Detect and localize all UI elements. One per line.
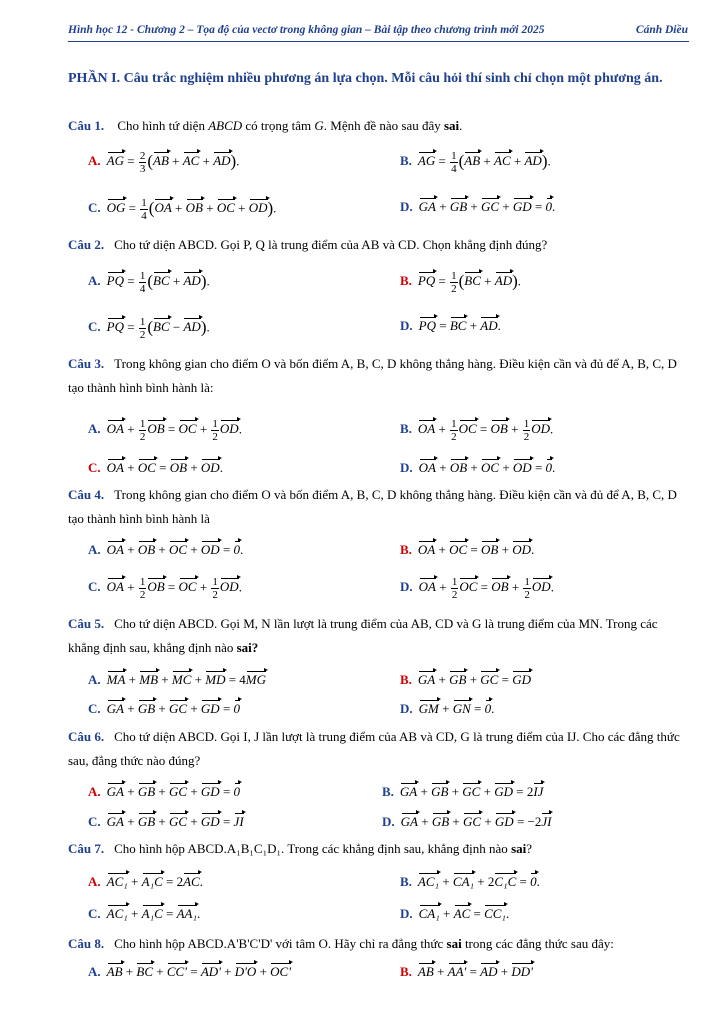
option-7c[interactable]: C. AC₁ + A₁C = AA₁. xyxy=(88,904,200,924)
option-4a[interactable]: A. OA + OB + OC + OD = 0. xyxy=(88,540,243,560)
question-4: Câu 4. Trong không gian cho điểm O và bốn điểm A, B, C, D không thẳng hàng. Điều kiện cần và đủ để A, B, C, D tạo thành hình bình hành là xyxy=(68,487,677,526)
header-title: Hình học 12 - Chương 2 – Tọa độ của vectơ trong không gian – Bài tập theo chương trình mới 2025 xyxy=(68,24,545,36)
part-title: PHẦN I. Câu trắc nghiệm nhiều phương án lựa chọn. Mỗi câu hỏi thí sinh chỉ chọn một phương án. xyxy=(68,71,663,86)
option-3b[interactable]: B. OA + $\frac{1}{2}$ OC = OB + $\frac{1}{2}$ OD. xyxy=(400,418,554,443)
option-4c[interactable]: C. OA + $\frac{1}{2}$ OB = OC + $\frac{1}{2}$ OD. xyxy=(88,576,242,601)
option-5d[interactable]: D. GM + GN = 0. xyxy=(400,699,494,719)
option-1b[interactable]: B. AG = $\frac{1}{4}$ (AB + AC + AD). xyxy=(400,150,551,175)
option-5c[interactable]: C. GA + GB + GC + GD = 0 xyxy=(88,699,240,719)
option-8b[interactable]: B. AB + AA' = AD + DD' xyxy=(400,962,533,982)
header-publisher: Cánh Diều xyxy=(635,24,688,36)
option-2a[interactable]: A. PQ = $\frac{1}{4}$ (BC + AD). xyxy=(88,270,210,295)
question-6: Câu 6. Cho tứ diện ABCD. Gọi I, J lần lượt là trung điểm của AB và CD, G là trung điểm của IJ. Cho các đẳng thức sau, đẳng thức nào đúng? xyxy=(68,729,680,768)
option-4b[interactable]: B. OA + OC = OB + OD. xyxy=(400,540,534,560)
option-1d[interactable]: D. GA + GB + GC + GD = 0. xyxy=(400,197,555,217)
question-2: Câu 2. Cho tứ diện ABCD. Gọi P, Q là trung điểm của AB và CD. Chọn khẳng định đúng? xyxy=(68,237,548,252)
page-header xyxy=(68,24,688,40)
option-1a[interactable]: A. AG = $\frac{2}{3}$ (AB + AC + AD). xyxy=(88,150,240,175)
option-8a[interactable]: A. AB + BC + CC' = AD' + D'O + OC' xyxy=(88,962,291,982)
option-4d[interactable]: D. OA + $\frac{1}{2}$ OC = OB + $\frac{1}{2}$ OD. xyxy=(400,576,554,601)
option-3d[interactable]: D. OA + OB + OC + OD = 0. xyxy=(400,458,555,478)
question-1: Câu 1. Cho hình tứ diện ABCD có trọng tâm G. Mệnh đề nào sau đây sai. xyxy=(68,118,463,133)
header-rule xyxy=(68,41,689,42)
option-2b[interactable]: B. PQ = $\frac{1}{2}$ (BC + AD). xyxy=(400,270,522,295)
option-2d[interactable]: D. PQ = BC + AD. xyxy=(400,316,501,336)
question-number: Câu 1. xyxy=(68,118,105,133)
option-6a[interactable]: A. GA + GB + GC + GD = 0 xyxy=(88,782,240,802)
option-1c[interactable]: C. OG = $\frac{1}{4}$ (OA + OB + OC + OD). xyxy=(88,197,277,222)
question-7: Câu 7. Cho hình hộp ABCD.A₁B₁C₁D₁. Trong các khẳng định sau, khẳng định nào sai? xyxy=(68,841,533,856)
option-7b[interactable]: B. AC₁ + CA₁ + 2C₁C = 0. xyxy=(400,872,540,892)
option-6b[interactable]: B. GA + GB + GC + GD = 2IJ xyxy=(382,782,543,802)
option-5a[interactable]: A. MA + MB + MC + MD = 4MG xyxy=(88,670,266,690)
question-8: Câu 8. Cho hình hộp ABCD.A'B'C'D' với tâm O. Hãy chỉ ra đẳng thức sai trong các đẳng thức sau đây: xyxy=(68,936,614,951)
option-6c[interactable]: C. GA + GB + GC + GD = JI xyxy=(88,812,244,832)
question-3: Câu 3. Trong không gian cho điểm O và bốn điểm A, B, C, D không thẳng hàng. Điều kiện cần và đủ để A, B, C, D tạo thành hình bình hành là: xyxy=(68,356,677,395)
option-5b[interactable]: B. GA + GB + GC = GD xyxy=(400,670,531,690)
option-3a[interactable]: A. OA + $\frac{1}{2}$ OB = OC + $\frac{1}{2}$ OD. xyxy=(88,418,242,443)
option-7d[interactable]: D. CA₁ + AC = CC₁. xyxy=(400,904,509,924)
option-3c[interactable]: C. OA + OC = OB + OD. xyxy=(88,458,223,478)
option-2c[interactable]: C. PQ = $\frac{1}{2}$ (BC − AD). xyxy=(88,316,210,341)
option-6d[interactable]: D. GA + GB + GC + GD = −2JI xyxy=(382,812,551,832)
question-5: Câu 5. Cho tứ diện ABCD. Gọi M, N lần lượt là trung điểm của AB, CD và G là trung điểm của MN. Trong các khẳng định sau, khẳng định nào sai? xyxy=(68,616,658,655)
option-7a[interactable]: A. AC₁ + A₁C = 2AC. xyxy=(88,872,203,892)
